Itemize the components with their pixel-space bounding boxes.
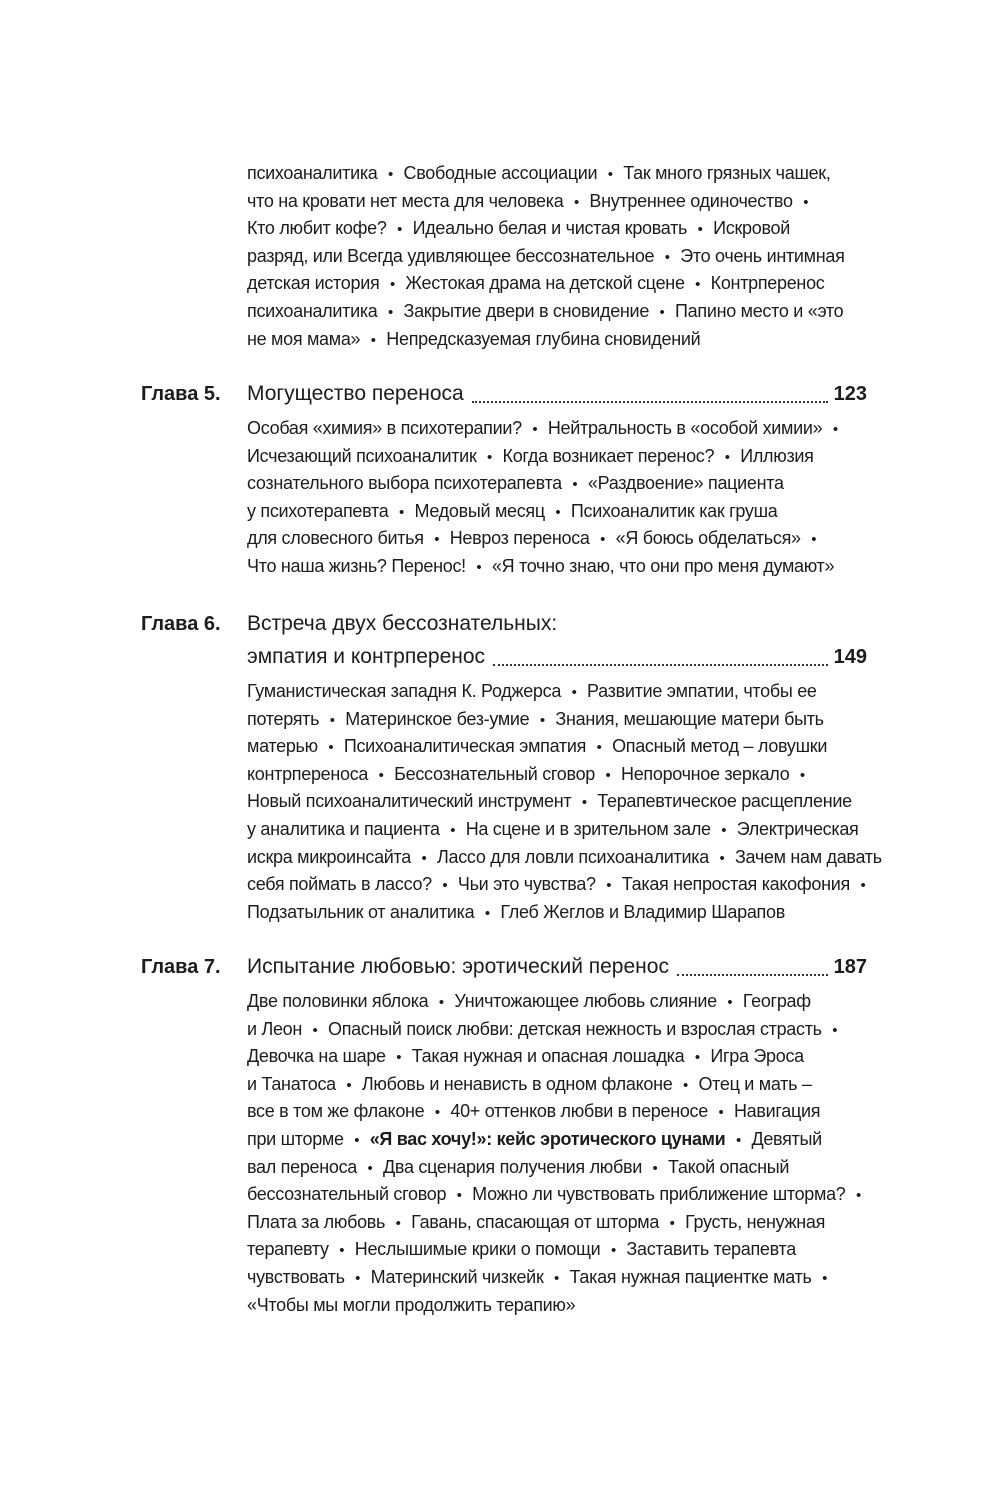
bullet-separator: • xyxy=(346,1076,352,1094)
toc-topics-line xyxy=(247,678,867,705)
bullet-separator: • xyxy=(697,221,703,239)
toc-topic: вал переноса xyxy=(247,1156,358,1177)
toc-topic: Можно ли чувствовать приближение шторма? xyxy=(472,1184,846,1205)
bullet-separator: • xyxy=(450,822,456,839)
toc-topics-line xyxy=(247,160,867,187)
dot-leader xyxy=(493,663,828,666)
toc-topic: Жестокая драма на детской сцене xyxy=(405,273,685,294)
bullet-separator: • xyxy=(434,1104,440,1122)
toc-topics-line xyxy=(247,1209,867,1236)
toc-topic: искра микроинсайта xyxy=(247,846,411,867)
toc-topics-line xyxy=(247,816,867,843)
toc-topics-line xyxy=(247,988,867,1015)
bullet-separator: • xyxy=(312,1021,318,1039)
toc-topic: Нейтральность в «особой химии» xyxy=(547,418,823,438)
toc-topic: Опасный метод – ловушки xyxy=(612,736,828,757)
toc-topic: Идеально белая и чистая кровать xyxy=(412,218,688,239)
bullet-separator: • xyxy=(438,994,444,1011)
bullet-separator: • xyxy=(434,531,440,549)
bullet-separator: • xyxy=(421,849,427,867)
toc-topics-line xyxy=(247,298,867,325)
toc-topic: «Раздвоение» пациента xyxy=(587,473,784,494)
toc-topic: детская история xyxy=(247,273,380,294)
toc-topics-line xyxy=(247,1154,867,1181)
toc-topic: 40+ оттенков любви в переносе xyxy=(450,1101,708,1122)
toc-topic: На сцене и в зрительном зале xyxy=(465,819,711,839)
bullet-separator: • xyxy=(487,448,492,466)
toc-topic: «Я вас хочу!»: кейс эротического цунами xyxy=(369,1129,726,1149)
chapter-title: Могущество переноса xyxy=(247,382,464,405)
chapter-label: Глава 7. xyxy=(141,956,221,978)
toc-topic: для словесного битья xyxy=(247,528,424,549)
toc-topic: Два сценария получения любви xyxy=(383,1156,643,1177)
bullet-separator: • xyxy=(378,766,384,784)
bullet-separator: • xyxy=(695,276,701,294)
toc-topic: Такая нужная пациентке мать xyxy=(569,1267,812,1287)
toc-topics-line xyxy=(247,899,867,926)
toc-topics-line xyxy=(247,443,867,470)
toc-topic: Лассо для ловли психоаналитика xyxy=(437,846,709,867)
toc-topic: Психоаналитик как груша xyxy=(570,500,778,521)
toc-topics-line xyxy=(247,1071,867,1098)
toc-topic: Терапевтическое расщепление xyxy=(597,791,852,812)
toc-topics-line xyxy=(247,1016,867,1043)
chapter-title-row[interactable] xyxy=(247,952,867,982)
toc-topic: Материнский чизкейк xyxy=(370,1267,544,1287)
toc-topic: Материнское без-умие xyxy=(345,708,530,729)
toc-topic: себя поймать в лассо? xyxy=(247,874,432,895)
toc-topic: Психоаналитическая эмпатия xyxy=(343,736,587,757)
bullet-separator: • xyxy=(442,877,448,895)
toc-topic: Чьи это чувства? xyxy=(457,874,596,895)
bullet-separator: • xyxy=(367,1159,373,1177)
toc-topic: Так много грязных чашек, xyxy=(623,163,831,183)
toc-topic: Зачем нам давать xyxy=(734,846,882,867)
toc-topics-line xyxy=(247,1264,867,1291)
chapter-title: эмпатия и контрперенос xyxy=(247,645,486,668)
toc-topic: Внутреннее одиночество xyxy=(589,190,793,211)
toc-topic: Плата за любовь xyxy=(247,1211,386,1232)
toc-topic: Закрытие двери в сновидение xyxy=(403,301,650,321)
toc-topic: Развитие эмпатии, чтобы ее xyxy=(587,681,817,701)
bullet-separator: • xyxy=(856,1187,861,1205)
bullet-separator: • xyxy=(539,711,545,729)
bullet-separator: • xyxy=(555,503,561,521)
toc-topic: бессознательный сговор xyxy=(247,1184,447,1205)
toc-topics-line xyxy=(247,243,867,270)
chapter-title-row xyxy=(247,609,867,639)
toc-topic: у аналитика и пациента xyxy=(247,819,440,839)
toc-topic: Исчезающий психоаналитик xyxy=(247,445,477,466)
toc-topics-line xyxy=(247,1126,867,1153)
bullet-separator: • xyxy=(355,1270,361,1287)
toc-topic: потерять xyxy=(247,708,320,729)
toc-topics-line xyxy=(247,270,867,297)
bullet-separator: • xyxy=(694,1049,700,1067)
toc-topics-line xyxy=(247,215,867,242)
toc-topic: Девятый xyxy=(751,1129,822,1149)
bullet-separator: • xyxy=(727,994,733,1011)
toc-topics-line xyxy=(247,525,867,552)
toc-topic: у психотерапевта xyxy=(247,500,389,521)
toc-topic: и Танатоса xyxy=(247,1073,336,1094)
bullet-separator: • xyxy=(532,421,538,438)
toc-topic: Игра Эроса xyxy=(710,1046,804,1067)
toc-topic: Две половинки яблока xyxy=(247,991,429,1011)
bullet-separator: • xyxy=(398,503,404,521)
bullet-separator: • xyxy=(832,1021,838,1039)
bullet-separator: • xyxy=(682,1076,688,1094)
bullet-separator: • xyxy=(596,739,602,757)
toc-topics-line xyxy=(247,706,867,733)
chapter-title: Испытание любовью: эротический перенос xyxy=(247,955,669,978)
toc-topic: Бессознательный сговор xyxy=(394,763,595,784)
toc-topic: Гуманистическая западня К. Роджерса xyxy=(247,681,562,701)
bullet-separator: • xyxy=(721,822,727,839)
toc-topic: Медовый месяц xyxy=(414,500,545,521)
toc-topics-line xyxy=(247,498,867,525)
toc-topic: Такой опасный xyxy=(668,1156,790,1177)
toc-topics-line xyxy=(247,415,867,442)
bullet-separator: • xyxy=(600,531,606,549)
toc-topic: терапевту xyxy=(247,1239,329,1260)
toc-topic: Электрическая xyxy=(736,819,859,839)
bullet-separator: • xyxy=(803,193,809,211)
bullet-separator: • xyxy=(669,1214,675,1232)
toc-topic: Знания, мешающие матери быть xyxy=(555,708,824,729)
toc-topic: Контрперенос xyxy=(710,273,825,294)
toc-topic: Такая нужная и опасная лошадка xyxy=(411,1046,685,1067)
bullet-separator: • xyxy=(572,476,578,494)
bullet-separator: • xyxy=(554,1270,559,1287)
toc-topic: Опасный поиск любви: детская нежность и взрослая страсть xyxy=(328,1018,822,1039)
toc-topics-line xyxy=(247,871,867,898)
chapter-title-row[interactable] xyxy=(247,379,867,409)
bullet-separator: • xyxy=(832,421,838,438)
bullet-separator: • xyxy=(718,1104,724,1122)
bullet-separator: • xyxy=(822,1270,828,1287)
bullet-separator: • xyxy=(607,166,613,183)
bullet-separator: • xyxy=(397,221,403,239)
dot-leader xyxy=(677,973,828,976)
bullet-separator: • xyxy=(664,248,670,266)
toc-topic: и Леон xyxy=(247,1018,303,1039)
toc-topic: Заставить терапевта xyxy=(626,1239,796,1260)
bullet-separator: • xyxy=(388,166,393,183)
bullet-separator: • xyxy=(388,304,393,321)
bullet-separator: • xyxy=(396,1049,402,1067)
toc-topics-line xyxy=(247,733,867,760)
bullet-separator: • xyxy=(456,1187,462,1205)
toc-topics-line xyxy=(247,326,867,353)
toc-topic: Отец и мать – xyxy=(698,1073,812,1094)
bullet-separator: • xyxy=(571,684,577,701)
toc-topics-line xyxy=(247,1236,867,1263)
toc-topic: психоаналитика xyxy=(247,301,378,321)
toc-topic: Географ xyxy=(742,991,811,1011)
toc-topic: матерью xyxy=(247,736,318,757)
toc-topic: что на кровати нет места для человека xyxy=(247,190,564,211)
bullet-separator: • xyxy=(581,794,587,812)
bullet-separator: • xyxy=(339,1242,345,1260)
toc-topic: Гавань, спасающая от шторма xyxy=(411,1211,660,1232)
bullet-separator: • xyxy=(395,1214,401,1232)
toc-topic: при шторме xyxy=(247,1129,344,1149)
toc-topic: Непредсказуемая глубина сновидений xyxy=(386,328,701,349)
chapter-page-number: 123 xyxy=(833,383,867,405)
toc-topics-line xyxy=(247,1181,867,1208)
bullet-separator: • xyxy=(811,531,817,549)
toc-topic: Навигация xyxy=(733,1101,821,1122)
toc-topic: Новый психоаналитический инструмент xyxy=(247,791,572,812)
toc-topics-line xyxy=(247,1098,867,1125)
dot-leader xyxy=(472,400,828,403)
toc-topics-line xyxy=(247,761,867,788)
bullet-separator: • xyxy=(389,276,395,294)
bullet-separator: • xyxy=(652,1159,658,1177)
toc-topic: «Я боюсь обделаться» xyxy=(615,528,801,549)
toc-topic: Кто любит кофе? xyxy=(247,218,387,239)
toc-topic: не моя мама» xyxy=(247,328,361,349)
toc-topic: Иллюзия xyxy=(740,445,814,466)
toc-topics-line xyxy=(247,788,867,815)
bullet-separator: • xyxy=(735,1132,741,1149)
bullet-separator: • xyxy=(370,331,376,349)
toc-topic: Искровой xyxy=(713,218,791,239)
toc-topic: Неслышимые крики о помощи xyxy=(354,1239,601,1260)
chapter-label: Глава 5. xyxy=(141,383,221,405)
bullet-separator: • xyxy=(354,1132,360,1149)
toc-topic: Грусть, ненужная xyxy=(685,1211,826,1232)
toc-topics-line xyxy=(247,844,882,871)
toc-topic: «Я точно знаю, что они про меня думают» xyxy=(491,556,835,576)
toc-topics-line xyxy=(247,1043,867,1070)
toc-topic: Уничтожающее любовь слияние xyxy=(454,991,717,1011)
toc-topic: Такая непростая какофония xyxy=(621,874,850,895)
toc-topics-line xyxy=(247,188,867,215)
bullet-separator: • xyxy=(573,193,579,211)
chapter-title: Встреча двух бессознательных: xyxy=(247,612,558,635)
toc-topics-line xyxy=(247,470,867,497)
bullet-separator: • xyxy=(610,1242,616,1260)
toc-topic: Невроз переноса xyxy=(449,528,590,549)
toc-topic: «Чтобы мы могли продолжить терапию» xyxy=(247,1294,576,1315)
bullet-separator: • xyxy=(329,711,335,729)
chapter-label: Глава 6. xyxy=(141,613,221,635)
toc-topic: сознательного выбора психотерапевта xyxy=(247,473,562,494)
toc-topic: Любовь и ненависть в одном флаконе xyxy=(361,1073,673,1094)
chapter-title-row[interactable] xyxy=(247,642,867,672)
bullet-separator: • xyxy=(476,559,482,576)
bullet-separator: • xyxy=(606,877,612,895)
toc-topics-line xyxy=(247,1292,867,1319)
toc-topic: чувствовать xyxy=(247,1267,345,1287)
toc-topic: Когда возникает перенос? xyxy=(502,445,715,466)
toc-topic: контрпереноса xyxy=(247,763,369,784)
toc-topic: Глеб Жеглов и Владимир Шарапов xyxy=(500,901,785,922)
chapter-page-number: 187 xyxy=(833,956,867,978)
toc-topics-line xyxy=(247,553,867,580)
toc-topic: Особая «химия» в психотерапии? xyxy=(247,418,522,438)
chapter-page-number: 149 xyxy=(833,646,867,668)
bullet-separator: • xyxy=(719,849,725,867)
toc-topic: психоаналитика xyxy=(247,163,378,183)
bullet-separator: • xyxy=(724,448,730,466)
toc-topic: все в том же флаконе xyxy=(247,1101,425,1122)
bullet-separator: • xyxy=(484,904,490,922)
toc-topic: разряд, или Всегда удивляющее бессознательное xyxy=(247,245,655,266)
bullet-separator: • xyxy=(659,304,665,321)
bullet-separator: • xyxy=(328,739,334,757)
toc-topic: Это очень интимная xyxy=(680,245,845,266)
toc-topic: Подзатыльник от аналитика xyxy=(247,901,475,922)
toc-topic: Что наша жизнь? Перенос! xyxy=(247,556,466,576)
bullet-separator: • xyxy=(799,766,805,784)
bullet-separator: • xyxy=(605,766,611,784)
toc-topic: Папино место и «это xyxy=(675,301,844,321)
toc-topic: Свободные ассоциации xyxy=(403,163,598,183)
toc-topic: Девочка на шаре xyxy=(247,1046,386,1067)
bullet-separator: • xyxy=(860,877,866,895)
toc-topic: Непорочное зеркало xyxy=(621,763,790,784)
